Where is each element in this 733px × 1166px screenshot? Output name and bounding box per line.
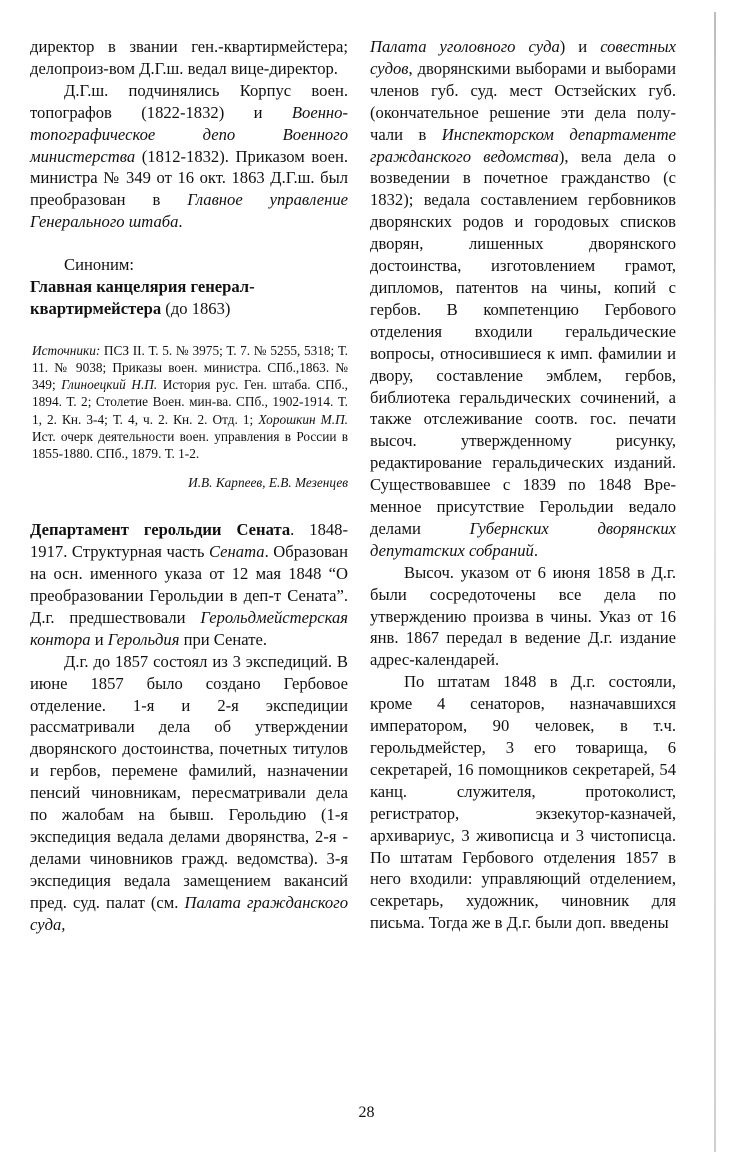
decree-1858-paragraph: Высоч. указом от 6 июня 1858 в Д.г. были сосредоточены все дела по утверждению произва в чины. Указ от 16 янв. 1867 передал в ведение Д.г. издание адрес-календарей. xyxy=(370,562,676,670)
page-number: 28 xyxy=(358,1104,375,1121)
scan-edge-line xyxy=(714,12,716,1152)
left-column xyxy=(30,36,348,936)
intro-paragraph: директор в звании ген.-квартирмейстера; делопроиз-вом Д.Г.ш. ведал вице-директор. xyxy=(30,37,348,78)
text-run: ) и xyxy=(559,37,601,56)
text-run: , дворянскими выборами и выборами членов губ. суд. мест Остзейских губ. (окончательное решение эти дела получали в xyxy=(370,58,676,144)
continuation-paragraph xyxy=(370,36,676,562)
synonym-term: Главная канцелярия генерал-квартирмейстера xyxy=(30,277,255,318)
text-run: при Сенате. xyxy=(179,629,267,649)
text-run: ПСЗ II. Т. 5. № 3975; Т. 7. № 5255, 5318; Т. 11. № 9038; Приказы воен. министра. СПб.,1863. № 349; xyxy=(32,342,348,393)
text-run: Д.Г.ш. подчинялись Корпус воен. топографов (1822-1832) и xyxy=(30,80,348,122)
italic-run: Источники: xyxy=(32,342,101,358)
synonym-term-line xyxy=(30,276,348,320)
right-column xyxy=(370,36,676,934)
italic-run: Глиноецкий Н.П. xyxy=(61,377,158,393)
italic-run: Герольдия xyxy=(107,629,180,649)
text-run: История рус. Ген. штаба. СПб., 1894. Т. 2; Столетие Воен. мин-ва. СПб., 1902-1914. Т. 1, 2. Кн. 3-4; Т. 4, ч. 2. Кн. 2. Отд. 1; xyxy=(32,377,349,427)
text-run: и xyxy=(90,629,108,649)
synonym-years: (до 1863) xyxy=(161,298,231,318)
italic-run: Герольдмейстерская контора xyxy=(30,607,348,649)
sources-block xyxy=(30,342,348,462)
italic-run: Палата гражданского суда, xyxy=(30,892,348,934)
authors-signature: И.В. Карпеев, Е.В. Мезенцев xyxy=(188,475,348,491)
text-run: . Образован на осн. именного указа от 12 мая 1848 “О преобразовании Герольдии в деп-т Сената”. Д.г. предшествовали xyxy=(30,542,348,627)
italic-run: Хорошкин М.П. xyxy=(258,411,348,427)
text-run: (1812-1832). Приказом воен. министра № 349 от 16 окт. 1863 Д.Г.ш. был преобразован в xyxy=(30,146,348,210)
text-run: . xyxy=(178,212,183,232)
italic-run: Военно-топографическое депо Военного министерства xyxy=(30,102,348,166)
italic-run: Сената xyxy=(209,542,265,562)
expeditions-paragraph xyxy=(30,651,348,936)
entry-heading-paragraph xyxy=(30,519,348,650)
italic-run: Губернских дворянских депутатских собраний xyxy=(370,518,676,560)
text-run: Ист. очерк деятельности воен. управления в России в 1855-1880. СПб., 1879. Т. 1-2. xyxy=(32,428,348,462)
text-run: ), вела дела о возведении в почетное гражданство (с 1832); ведала составлением гербовников дворянских родов и городовых списков дворян, лишенных дворянского достоинства, изготовлением грамот, дипломов, патентов на чины, копий с гербов. В компетенцию Гербового отделения входили геральдические вопросы, относившиеся к имп. фамилии и двору, составление эмблем, гербов, библиотека геральдических сочинений, а также отслеживание соотв. гос. печати высоч. утвержденному рисунку, редактирование геральдических изданий. Существовавшее с 1839 по 1848 Временное присутствие Герольдии ведало делами xyxy=(370,146,676,538)
italic-run: Инспекторском департаменте гражданского ведомства xyxy=(370,124,676,166)
italic-run: Палата уголовного суда xyxy=(370,37,560,56)
italic-run: совестных судов xyxy=(370,37,677,78)
text-run: Д.г. до 1857 состоял из 3 экспедиций. В июне 1857 было создано Гербовое отделение. 1-я и 2-я экспедиции рассматривали дела об утверждении дворянского достоинства, почетных титулов и гербов, перемене фамилий, назначении пенсий чиновникам, пересматривали дела по жалобам на бывш. Герольдию (1-я экспедиция ведала делами дворянства, 2-я - делами чиновников гражд. ведомства). 3-я экспедиция ведала замещением вакансий пред. суд. палат (см. xyxy=(30,651,348,912)
text-run: . xyxy=(533,540,538,560)
subordination-paragraph xyxy=(30,80,348,233)
italic-run: Главное управление Генерального штаба xyxy=(30,190,348,232)
bold-run: Департамент герольдии Сената xyxy=(30,520,291,540)
staff-paragraph: По штатам 1848 в Д.г. состояли, кроме 4 сенаторов, назначавшихся императором, 90 человек, в т.ч. герольдмейстер, 3 его товарища, 6 секретарей, 16 помощников секретарей, 54 канц. служителя, протоколист, регистратор, экзекутор-казначей, архивариус, 3 живописца и 3 чистописца. По штатам Гербового отделения 1857 в него входили: управляющий отделением, секретарь, художник, чиновник для письма. Тогда же в Д.г. были доп. введены xyxy=(370,672,676,933)
synonym-label: Синоним: xyxy=(64,255,134,275)
text-run: . 1848-1917. Структурная часть xyxy=(30,520,348,562)
